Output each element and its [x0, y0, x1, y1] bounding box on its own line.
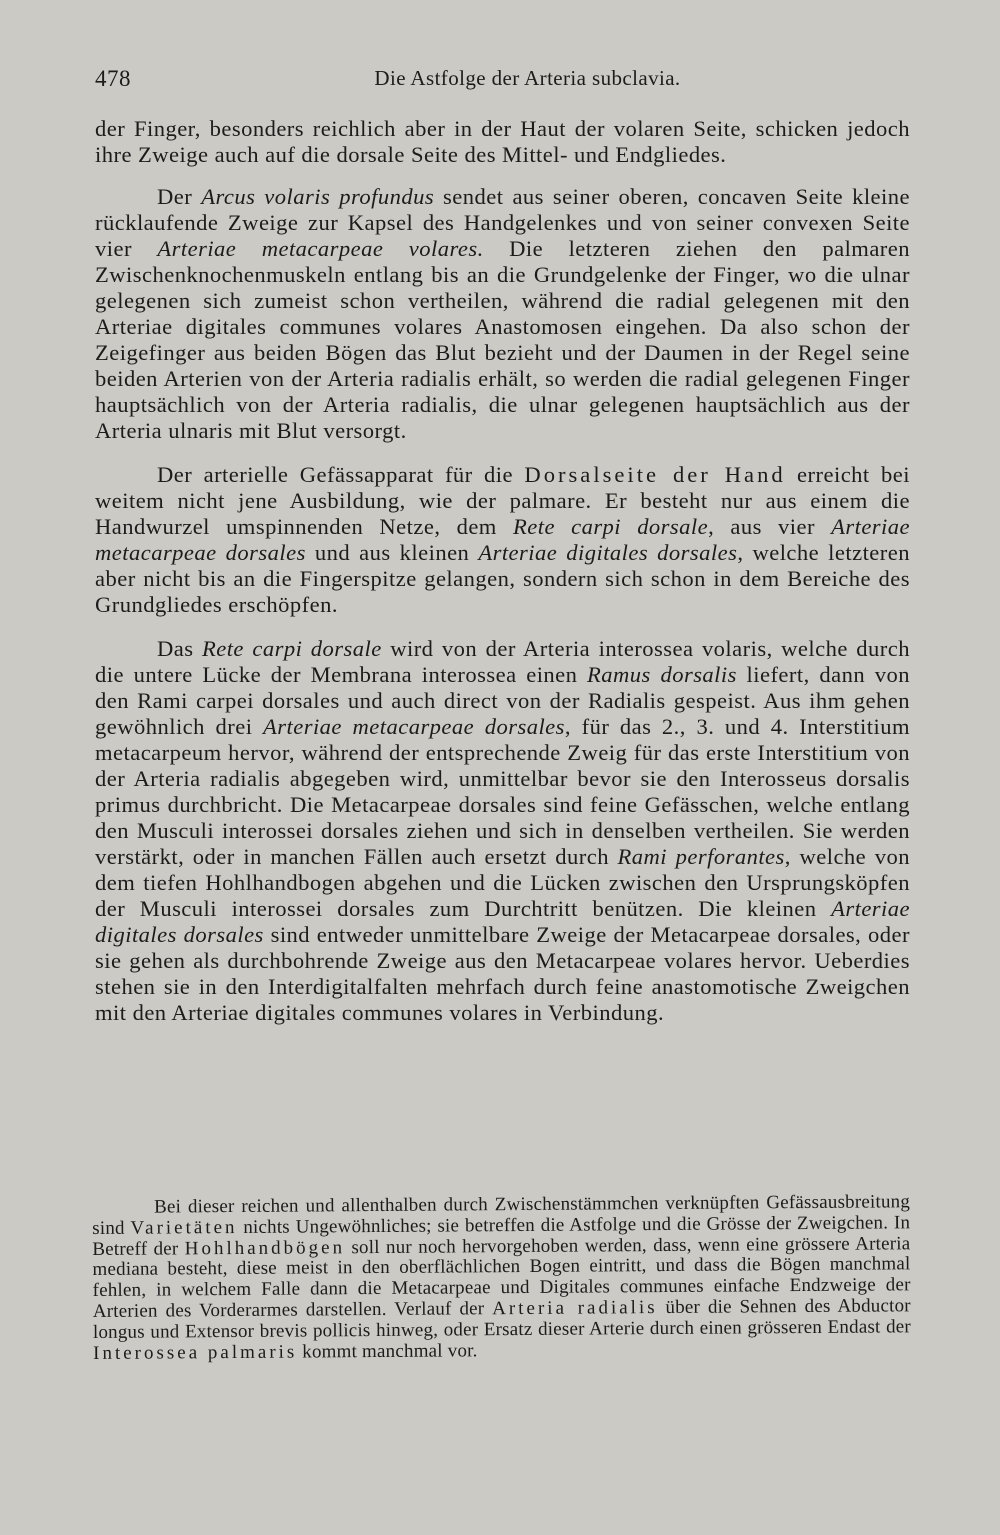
term-arteria-radialis: Arteria radialis	[492, 1297, 658, 1320]
term-rami-perforantes: Rami perforantes	[617, 844, 785, 869]
paragraph-3: Der arterielle Gefässapparat für die Dorsalseite der Hand erreicht bei weitem nicht jene Ausbildung, wie der palmare. Er besteht nur aus einem die Handwurzel umspinnenden Netze, dem Rete carpi dorsale, aus vier Arteriae metacarpeae dorsales und aus kleinen Arteriae digitales dorsales, welche letzteren aber nicht bis an die Fingerspitze gelangen, sondern sich schon in dem Bereiche des Grundgliedes erschöpfen.	[95, 462, 910, 617]
term-arteriae-digitales-dorsales: Arteriae digitales dorsales	[478, 540, 738, 565]
paragraph-1: der Finger, besonders reichlich aber in der Haut der volaren Seite, schicken jedoch ihre Zweige auch auf die dorsale Seite des Mittel- und Endgliedes.	[95, 116, 910, 167]
term-rete-carpi-dorsale: Rete carpi dorsale	[513, 514, 709, 539]
term-arcus-volaris-profundus: Arcus volaris profundus	[201, 184, 435, 209]
term-varietaeten: Varietäten	[130, 1216, 238, 1239]
footnote-paragraph: Bei dieser reichen und allenthalben durch Zwischenstämmchen verknüpften Gefässausbreitung sind Varietäten nichts Ungewöhnliches; sie betreffen die Astfolge und die Grösse der Zweigchen. In Betreff der Hohlhandbögen soll nur noch hervorgehoben werden, dass, wenn eine grössere Arteria mediana besteht, diese meist in den oberflächlichen Bogen eintritt, und dass die Bögen manchmal fehlen, in welchem Falle dann die Metacarpeae und Digitales communes einfache Endzweige der Arterien des Vorderarmes darstellen. Verlauf der Arteria radialis über die Sehnen des Abductor longus und Extensor brevis pollicis hinweg, oder Ersatz dieser Arterie durch einen grösseren Endast der Interossea palmaris kommt manchmal vor.	[92, 1191, 911, 1364]
body-text	[95, 116, 910, 1026]
term-hohlhandboegen: Hohlhandbögen	[184, 1236, 346, 1259]
term-arteriae-metacarpeae-volares: Arteriae metacarpeae volares.	[157, 236, 484, 261]
paragraph-2: Der Arcus volaris profundus sendet aus seiner oberen, concaven Seite kleine rücklaufende Zweige zur Kapsel des Handgelenkes und von seiner convexen Seite vier Arteriae metacarpeae volares. Die letzteren ziehen den palmaren Zwischenknochenmuskeln entlang bis an die Grundgelenke der Finger, wo die ulnar gelegenen sich zumeist schon vertheilen, während die radial gelegenen mit den Arteriae digitales communes volares Anastomosen eingehen. Da also schon der Zeigefinger aus beiden Bögen das Blut bezieht und der Daumen in der Regel seine beiden Arterien von der Arteria radialis erhält, so werden die radial gelegenen Finger hauptsächlich von der Arteria radialis, die ulnar gelegenen hauptsächlich aus der Arteria ulnaris mit Blut versorgt.	[95, 184, 910, 443]
term-arteriae-digitales-dorsales-2: Arteriae digitales dorsales	[95, 896, 910, 947]
running-title: Die Astfolge der Arteria subclavia.	[374, 66, 681, 90]
term-rete-carpi-dorsale-2: Rete carpi dorsale	[201, 636, 382, 661]
term-interossea-palmaris: Interossea palmaris	[93, 1341, 298, 1364]
term-ramus-dorsalis: Ramus dorsalis	[587, 662, 737, 687]
paragraph-4: Das Rete carpi dorsale wird von der Arteria interossea volaris, welche durch die untere Lücke der Membrana interossea einen Ramus dorsalis liefert, dann von den Rami carpei dorsales und auch direct von der Radialis gespeist. Aus ihm gehen gewöhnlich drei Arteriae metacarpeae dorsales, für das 2., 3. und 4. Interstitium metacarpeum hervor, während der entsprechende Zweig für das erste Interstitium von der Arteria radialis abgegeben wird, unmittelbar bevor sie den Interosseus dorsalis primus durchbricht. Die Metacarpeae dorsales sind feine Gefässchen, welche entlang den Musculi interossei dorsales ziehen und sich in denselben vertheilen. Sie werden verstärkt, oder in manchen Fällen auch ersetzt durch Rami perforantes, welche von dem tiefen Hohlhandbogen abgehen und die Lücken zwischen den Ursprungsköpfen der Musculi interossei dorsales zum Durchtritt benützen. Die kleinen Arteriae digitales dorsales sind entweder unmittelbare Zweige der Metacarpeae dorsales, oder sie gehen als durchbohrende Zweige aus den Metacarpeae volares hervor. Ueberdies stehen sie in den Interdigitalfalten mehrfach durch feine anastomotische Zweigchen mit den Arteriae digitales communes volares in Verbindung.	[95, 636, 910, 1025]
footnote	[92, 1192, 911, 1364]
page-header	[95, 66, 910, 96]
term-arteriae-metacarpeae-dorsales-2: Arteriae metacarpeae dorsales	[263, 714, 565, 739]
term-arteriae-metacarpeae-dorsales: Arteriae metacarpeae dorsales	[95, 514, 910, 565]
page-number: 478	[95, 66, 131, 91]
term-dorsalseite-der-hand: Dorsalseite der Hand	[524, 462, 786, 487]
